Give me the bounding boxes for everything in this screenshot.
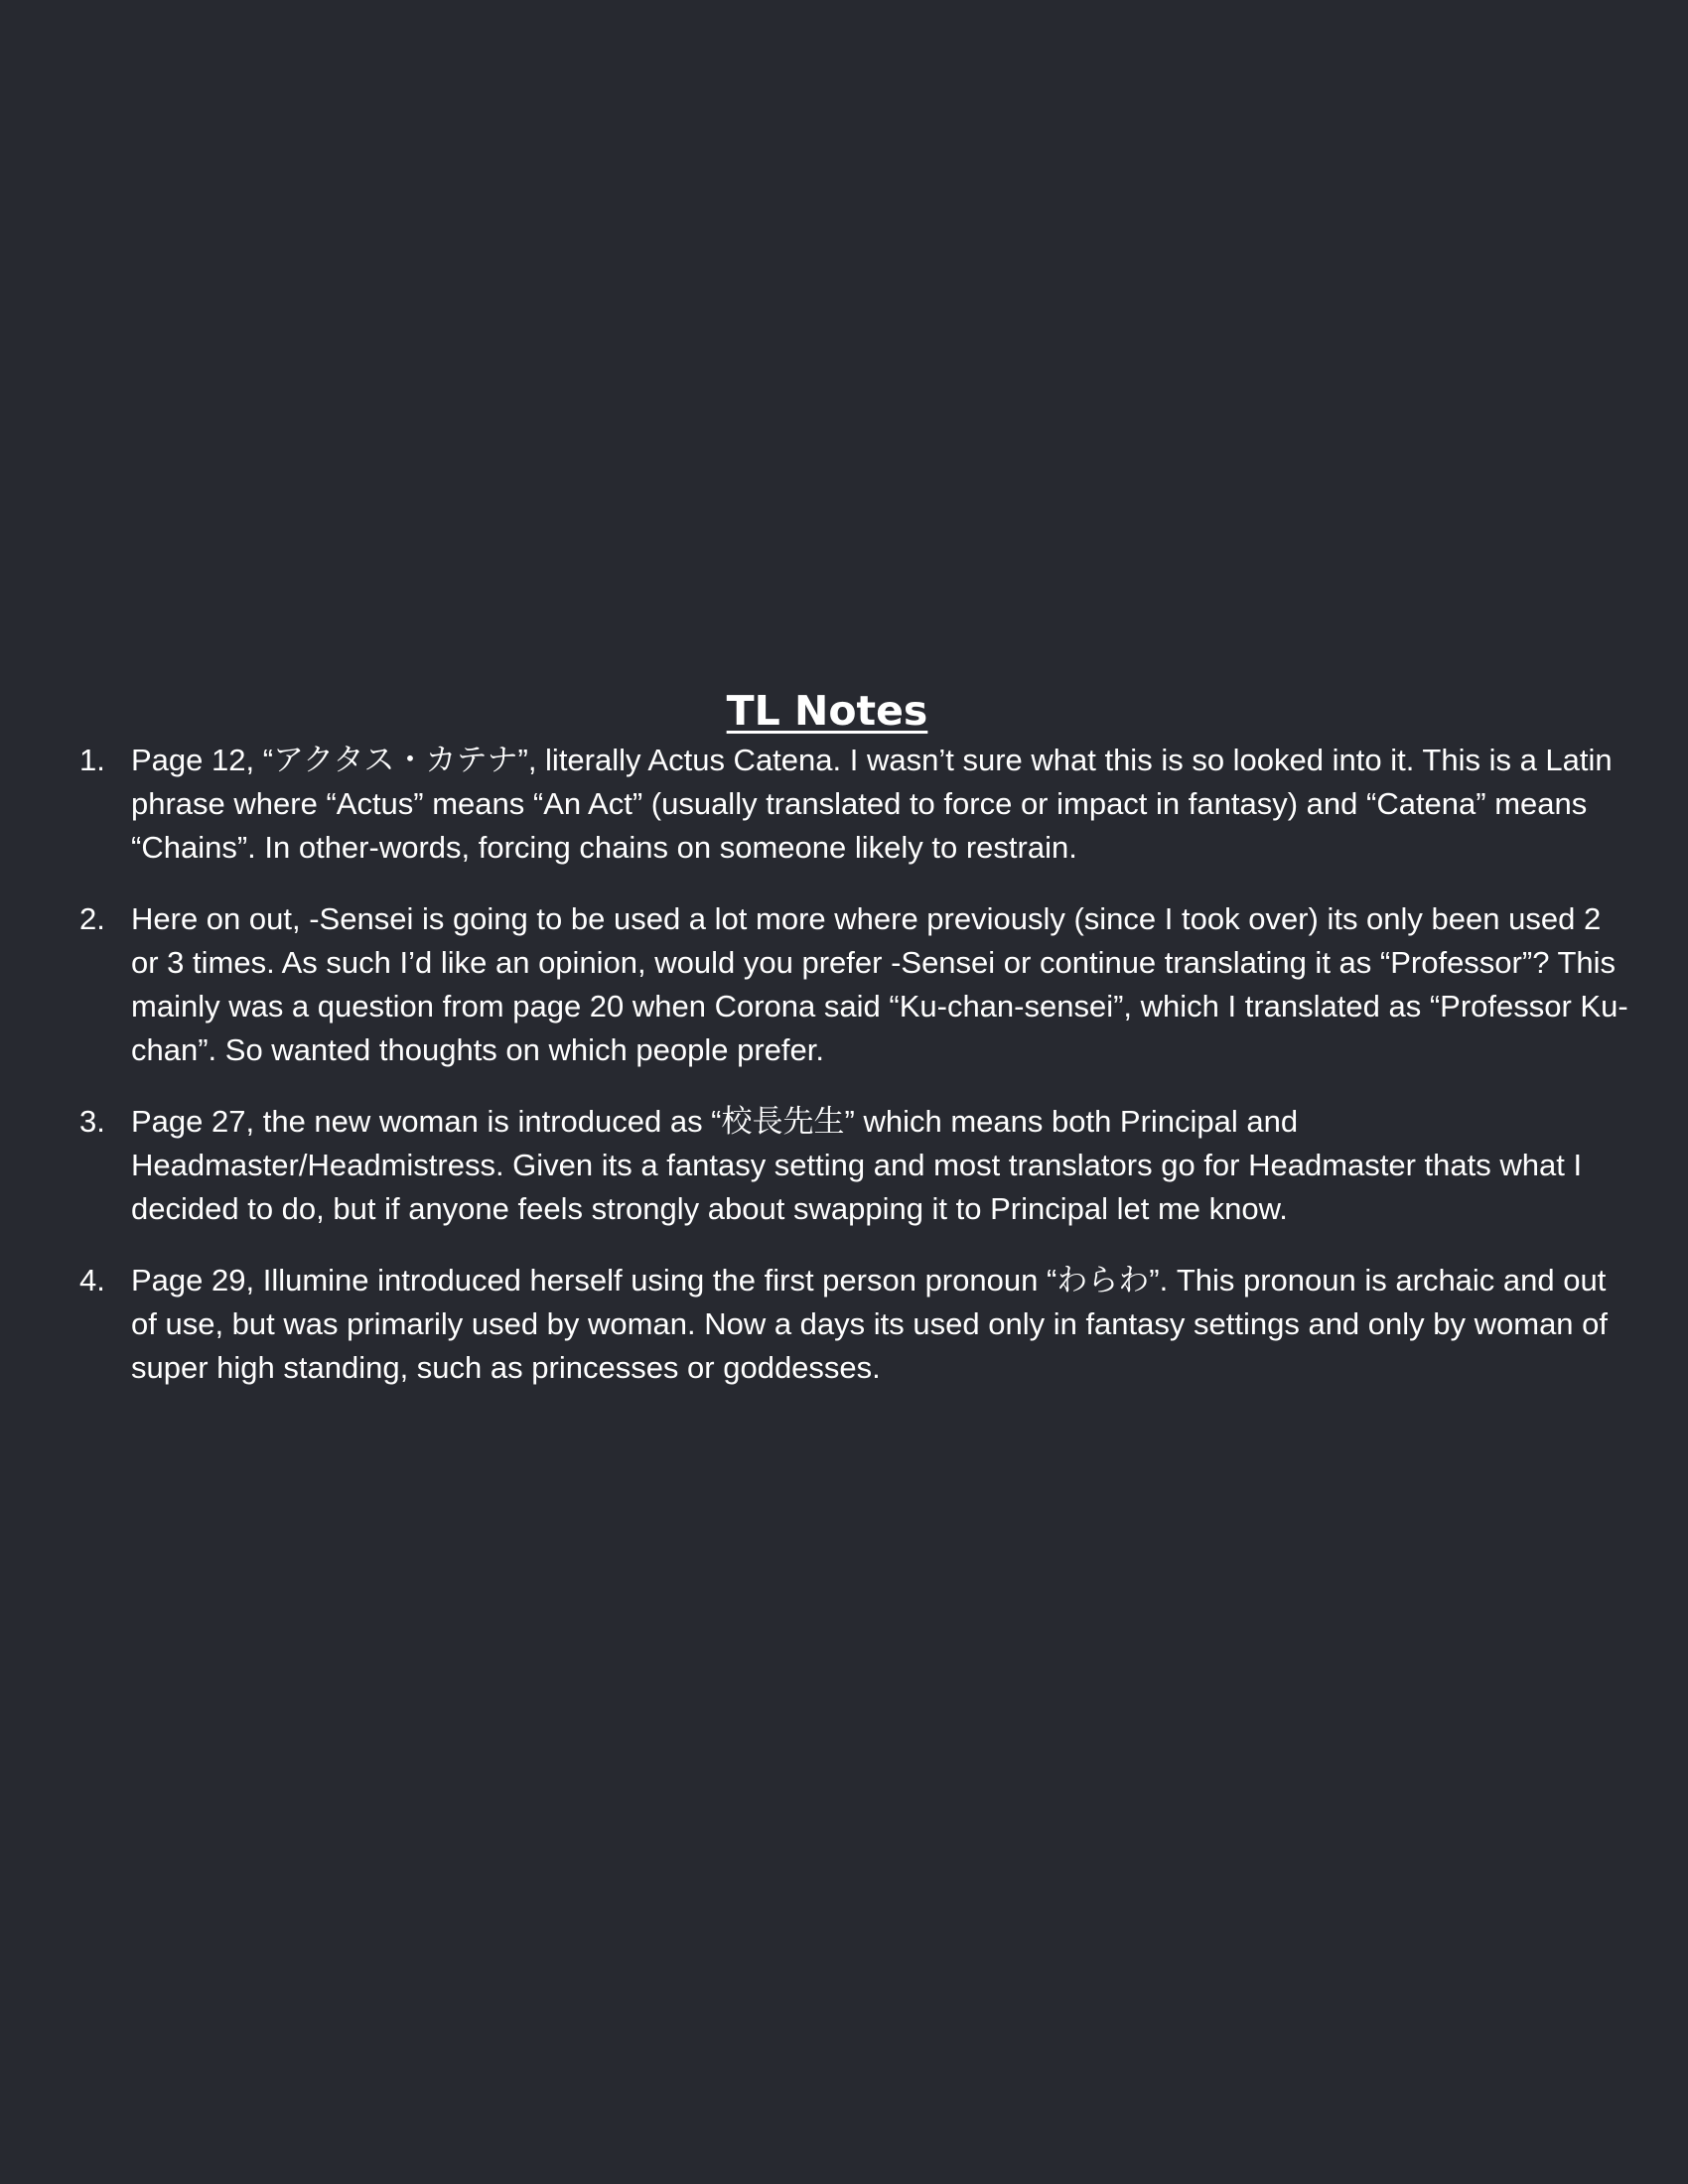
tl-notes-list <box>79 739 1628 1418</box>
note-text: Page 27, the new woman is introduced as “校長先生” which means both Principal and Headmaster/Headmistress. Given its a fantasy setting and most translators go for Headmaster thats what I decided to do, but if anyone feels strongly about swapping it to Principal let me know. <box>131 1104 1583 1226</box>
note-text: Here on out, -Sensei is going to be used a lot more where previously (since I took over) its only been used 2 or 3 times. As such I’d like an opinion, would you prefer -Sensei or continue translating it as “Professor”? This mainly was a question from page 20 when Corona said “Ku-chan-sensei”, which I translated as “Professor Ku-chan”. So wanted thoughts on which people prefer. <box>131 901 1628 1067</box>
note-number: 2. <box>79 901 105 936</box>
note-text: Page 12, “アクタス・カテナ”, literally Actus Catena. I wasn’t sure what this is so looked into it. This is a Latin phrase where “Actus” means “An Act” (usually translated to force or impact in fantasy) and “Catena” means “Chains”. In other-words, forcing chains on someone likely to restrain. <box>131 743 1613 865</box>
note-item-4 <box>79 1259 1628 1390</box>
note-text: Page 29, Illumine introduced herself using the first person pronoun “わらわ”. This pronoun is archaic and out of use, but was primarily used by woman. Now a days its used only in fantasy settings and only by woman of super high standing, such as princesses or goddesses. <box>131 1263 1609 1385</box>
note-number: 1. <box>79 743 105 777</box>
note-item-2 <box>79 897 1628 1072</box>
note-number: 4. <box>79 1263 105 1297</box>
note-number: 3. <box>79 1104 105 1139</box>
note-item-1 <box>79 739 1628 870</box>
note-item-3 <box>79 1100 1628 1231</box>
page-title: TL Notes <box>726 687 928 735</box>
